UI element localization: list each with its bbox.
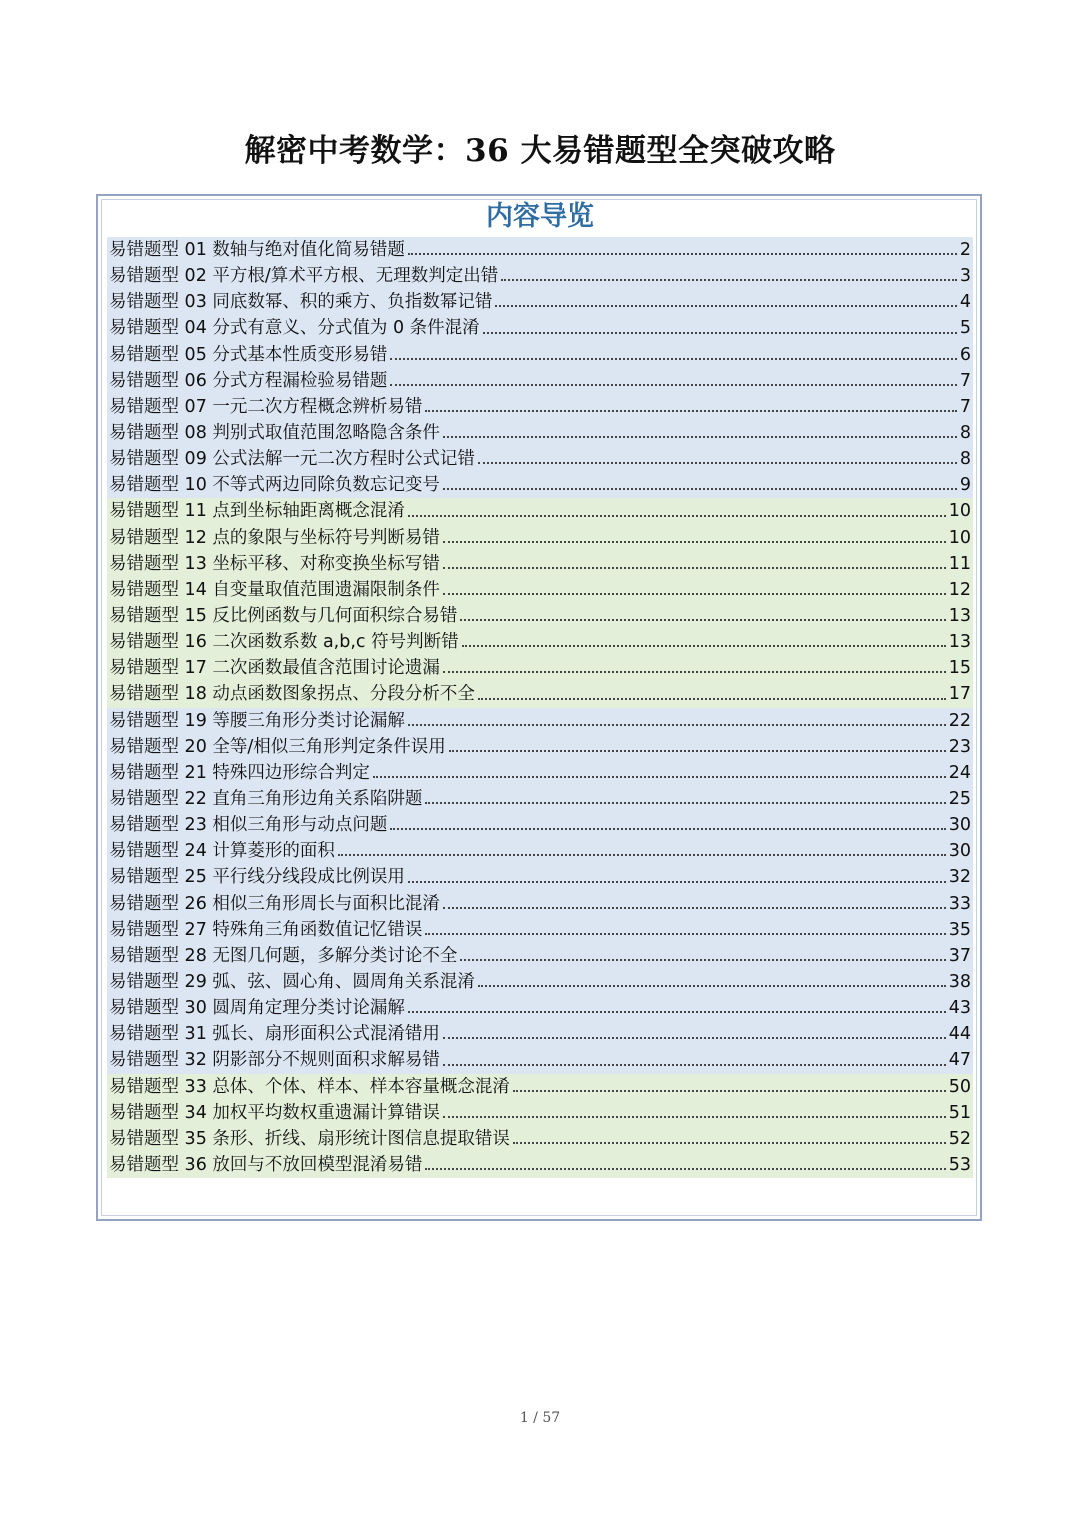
toc-entry-page: 38 xyxy=(948,972,971,992)
toc-entry[interactable] xyxy=(107,734,973,760)
toc-entry-page: 35 xyxy=(948,919,971,940)
toc-entry[interactable] xyxy=(107,315,973,341)
toc-entry[interactable] xyxy=(107,995,973,1021)
toc-entry[interactable] xyxy=(107,342,973,368)
toc-entry[interactable] xyxy=(107,891,973,917)
toc-dot-leader xyxy=(478,462,957,464)
toc-entry[interactable] xyxy=(107,1074,973,1100)
toc-entry-label: 易错题型 18 动点函数图象拐点、分段分析不全 xyxy=(109,684,475,705)
toc-dot-leader xyxy=(501,279,957,281)
toc-entry-page: 33 xyxy=(948,893,971,914)
toc-entry-label: 易错题型 31 弧长、扇形面积公式混淆错用 xyxy=(109,1024,440,1045)
toc-entry-page: 11 xyxy=(948,553,971,574)
toc-dot-leader xyxy=(443,1116,946,1118)
toc-entry[interactable] xyxy=(107,237,973,263)
toc-dot-leader xyxy=(390,384,956,386)
toc-list xyxy=(107,237,973,1178)
toc-dot-leader xyxy=(483,332,957,334)
toc-entry-page: 44 xyxy=(948,1024,971,1045)
toc-dot-leader xyxy=(460,959,945,961)
toc-dot-leader xyxy=(460,619,945,621)
toc-entry[interactable] xyxy=(107,629,973,655)
toc-entry-page: 8 xyxy=(959,423,971,444)
page-indicator: 1 / 57 xyxy=(519,1410,561,1426)
toc-entry-label: 易错题型 36 放回与不放回模型混淆易错 xyxy=(109,1154,423,1175)
toc-entry-label: 易错题型 33 总体、个体、样本、样本容量概念混淆 xyxy=(109,1076,510,1097)
toc-entry-page: 7 xyxy=(959,370,971,391)
toc-entry-label: 易错题型 26 相似三角形周长与面积比混淆 xyxy=(109,893,440,914)
toc-entry[interactable] xyxy=(107,1047,973,1073)
toc-entry[interactable] xyxy=(107,943,973,969)
toc-entry-label: 易错题型 25 平行线分线段成比例误用 xyxy=(109,867,405,888)
toc-entry-label: 易错题型 20 全等/相似三角形判定条件误用 xyxy=(109,736,446,757)
toc-entry-label: 易错题型 01 数轴与绝对值化简易错题 xyxy=(109,240,405,261)
toc-entry-page: 50 xyxy=(948,1076,971,1097)
toc-entry-label: 易错题型 16 二次函数系数 a,b,c 符号判断错 xyxy=(109,632,459,653)
toc-entry-page: 10 xyxy=(948,527,971,548)
toc-entry[interactable] xyxy=(107,368,973,394)
toc-entry[interactable] xyxy=(107,577,973,603)
toc-entry-label: 易错题型 27 特殊角三角函数值记忆错误 xyxy=(109,919,423,940)
document-title: 解密中考数学：36 大易错题型全突破攻略 xyxy=(244,133,836,169)
toc-entry-label: 易错题型 06 分式方程漏检验易错题 xyxy=(109,370,388,391)
toc-entry[interactable] xyxy=(107,1021,973,1047)
toc-dot-leader xyxy=(443,1037,946,1039)
toc-entry-page: 22 xyxy=(948,710,971,731)
toc-entry-page: 3 xyxy=(959,266,971,287)
toc-entry-label: 易错题型 14 自变量取值范围遗漏限制条件 xyxy=(109,579,440,600)
toc-entry-page: 2 xyxy=(959,240,971,261)
toc-entry-label: 易错题型 17 二次函数最值含范围讨论遗漏 xyxy=(109,658,440,679)
toc-entry-page: 9 xyxy=(959,475,971,496)
toc-dot-leader xyxy=(462,645,946,647)
toc-dot-leader xyxy=(390,828,945,830)
toc-entry-label: 易错题型 13 坐标平移、对称变换坐标写错 xyxy=(109,553,440,574)
toc-dot-leader xyxy=(408,1011,946,1013)
toc-entry[interactable] xyxy=(107,760,973,786)
toc-entry-page: 32 xyxy=(948,867,971,888)
toc-entry-page: 52 xyxy=(948,1128,971,1149)
toc-dot-leader xyxy=(408,724,946,726)
toc-entry-label: 易错题型 35 条形、折线、扇形统计图信息提取错误 xyxy=(109,1128,510,1149)
toc-entry[interactable] xyxy=(107,394,973,420)
toc-entry-page: 25 xyxy=(948,789,971,810)
toc-entry-page: 4 xyxy=(959,292,971,313)
toc-entry[interactable] xyxy=(107,551,973,577)
toc-entry[interactable] xyxy=(107,263,973,289)
toc-dot-leader xyxy=(425,410,956,412)
toc-entry-page: 47 xyxy=(948,1050,971,1071)
toc-dot-leader xyxy=(443,593,946,595)
toc-entry[interactable] xyxy=(107,786,973,812)
toc-dot-leader xyxy=(338,854,946,856)
toc-entry-page: 10 xyxy=(948,501,971,522)
toc-entry-label: 易错题型 32 阴影部分不规则面积求解易错 xyxy=(109,1050,440,1071)
toc-entry-page: 17 xyxy=(948,684,971,705)
toc-entry-page: 15 xyxy=(948,658,971,679)
toc-dot-leader xyxy=(408,253,957,255)
toc-entry-label: 易错题型 02 平方根/算术平方根、无理数判定出错 xyxy=(109,266,499,287)
toc-entry-label: 易错题型 22 直角三角形边角关系陷阱题 xyxy=(109,789,423,810)
toc-entry-label: 易错题型 12 点的象限与坐标符号判断易错 xyxy=(109,527,440,548)
toc-entry-page: 7 xyxy=(959,396,971,417)
toc-entry-label: 易错题型 09 公式法解一元二次方程时公式记错 xyxy=(109,449,475,470)
toc-dot-leader xyxy=(390,358,956,360)
toc-entry[interactable] xyxy=(107,1152,973,1178)
toc-dot-leader xyxy=(425,933,945,935)
toc-entry-page: 13 xyxy=(948,606,971,627)
toc-entry-page: 23 xyxy=(948,736,971,757)
toc-dot-leader xyxy=(443,488,957,490)
toc-entry[interactable] xyxy=(107,812,973,838)
toc-entry-label: 易错题型 21 特殊四边形综合判定 xyxy=(109,762,370,783)
toc-dot-leader xyxy=(443,567,946,569)
toc-entry[interactable] xyxy=(107,708,973,734)
toc-heading: 内容导览 xyxy=(486,201,594,232)
toc-entry-label: 易错题型 08 判别式取值范围忽略隐含条件 xyxy=(109,423,440,444)
toc-entry-label: 易错题型 05 分式基本性质变形易错 xyxy=(109,344,388,365)
toc-entry-label: 易错题型 30 圆周角定理分类讨论漏解 xyxy=(109,998,405,1019)
toc-entry[interactable] xyxy=(107,1126,973,1152)
toc-entry-label: 易错题型 29 弧、弦、圆心角、圆周角关系混淆 xyxy=(109,972,475,992)
toc-dot-leader xyxy=(443,671,946,673)
toc-entry-page: 43 xyxy=(948,998,971,1019)
toc-entry[interactable] xyxy=(107,525,973,551)
toc-entry[interactable] xyxy=(107,838,973,864)
toc-dot-leader xyxy=(443,907,946,909)
toc-dot-leader xyxy=(425,1168,945,1170)
toc-dot-leader xyxy=(513,1090,946,1092)
toc-dot-leader xyxy=(443,1064,946,1066)
toc-dot-leader xyxy=(408,515,946,517)
toc-entry[interactable] xyxy=(107,917,973,943)
toc-entry[interactable] xyxy=(107,420,973,446)
toc-entry-page: 5 xyxy=(959,318,971,339)
toc-entry-page: 24 xyxy=(948,762,971,783)
toc-entry[interactable] xyxy=(107,969,973,995)
toc-entry[interactable] xyxy=(107,472,973,498)
toc-entry-label: 易错题型 24 计算菱形的面积 xyxy=(109,841,335,862)
toc-entry-label: 易错题型 15 反比例函数与几何面积综合易错 xyxy=(109,606,458,627)
toc-entry-label: 易错题型 04 分式有意义、分式值为 0 条件混淆 xyxy=(109,318,480,339)
toc-entry[interactable] xyxy=(107,289,973,315)
toc-entry-label: 易错题型 19 等腰三角形分类讨论漏解 xyxy=(109,710,405,731)
toc-entry-page: 37 xyxy=(948,945,971,966)
toc-dot-leader xyxy=(449,750,946,752)
toc-entry[interactable] xyxy=(107,603,973,629)
toc-entry-page: 8 xyxy=(959,449,971,470)
toc-dot-leader xyxy=(425,802,945,804)
toc-entry[interactable] xyxy=(107,864,973,890)
toc-entry-page: 13 xyxy=(948,632,971,653)
toc-dot-leader xyxy=(513,1142,946,1144)
toc-dot-leader xyxy=(443,541,946,543)
toc-entry-label: 易错题型 07 一元二次方程概念辨析易错 xyxy=(109,396,423,417)
toc-entry[interactable] xyxy=(107,1100,973,1126)
toc-entry-page: 30 xyxy=(948,841,971,862)
toc-entry-page: 6 xyxy=(959,344,971,365)
toc-entry-label: 易错题型 11 点到坐标轴距离概念混淆 xyxy=(109,501,405,522)
toc-entry-page: 51 xyxy=(948,1102,971,1123)
toc-dot-leader xyxy=(478,698,946,700)
toc-entry-label: 易错题型 34 加权平均数权重遗漏计算错误 xyxy=(109,1102,440,1123)
toc-entry[interactable] xyxy=(107,655,973,681)
toc-dot-leader xyxy=(495,305,956,307)
toc-dot-leader xyxy=(478,985,946,987)
toc-entry-label: 易错题型 28 无图几何题，多解分类讨论不全 xyxy=(109,945,458,966)
toc-entry-label: 易错题型 23 相似三角形与动点问题 xyxy=(109,815,388,836)
toc-dot-leader xyxy=(408,881,946,883)
toc-dot-leader xyxy=(373,776,946,778)
toc-entry-page: 12 xyxy=(948,579,971,600)
toc-entry-page: 30 xyxy=(948,815,971,836)
toc-entry[interactable] xyxy=(107,681,973,707)
toc-entry-label: 易错题型 10 不等式两边同除负数忘记变号 xyxy=(109,475,440,496)
toc-dot-leader xyxy=(443,436,957,438)
toc-entry[interactable] xyxy=(107,446,973,472)
toc-entry[interactable] xyxy=(107,498,973,524)
toc-entry-page: 53 xyxy=(948,1154,971,1175)
toc-entry-label: 易错题型 03 同底数幂、积的乘方、负指数幂记错 xyxy=(109,292,493,313)
